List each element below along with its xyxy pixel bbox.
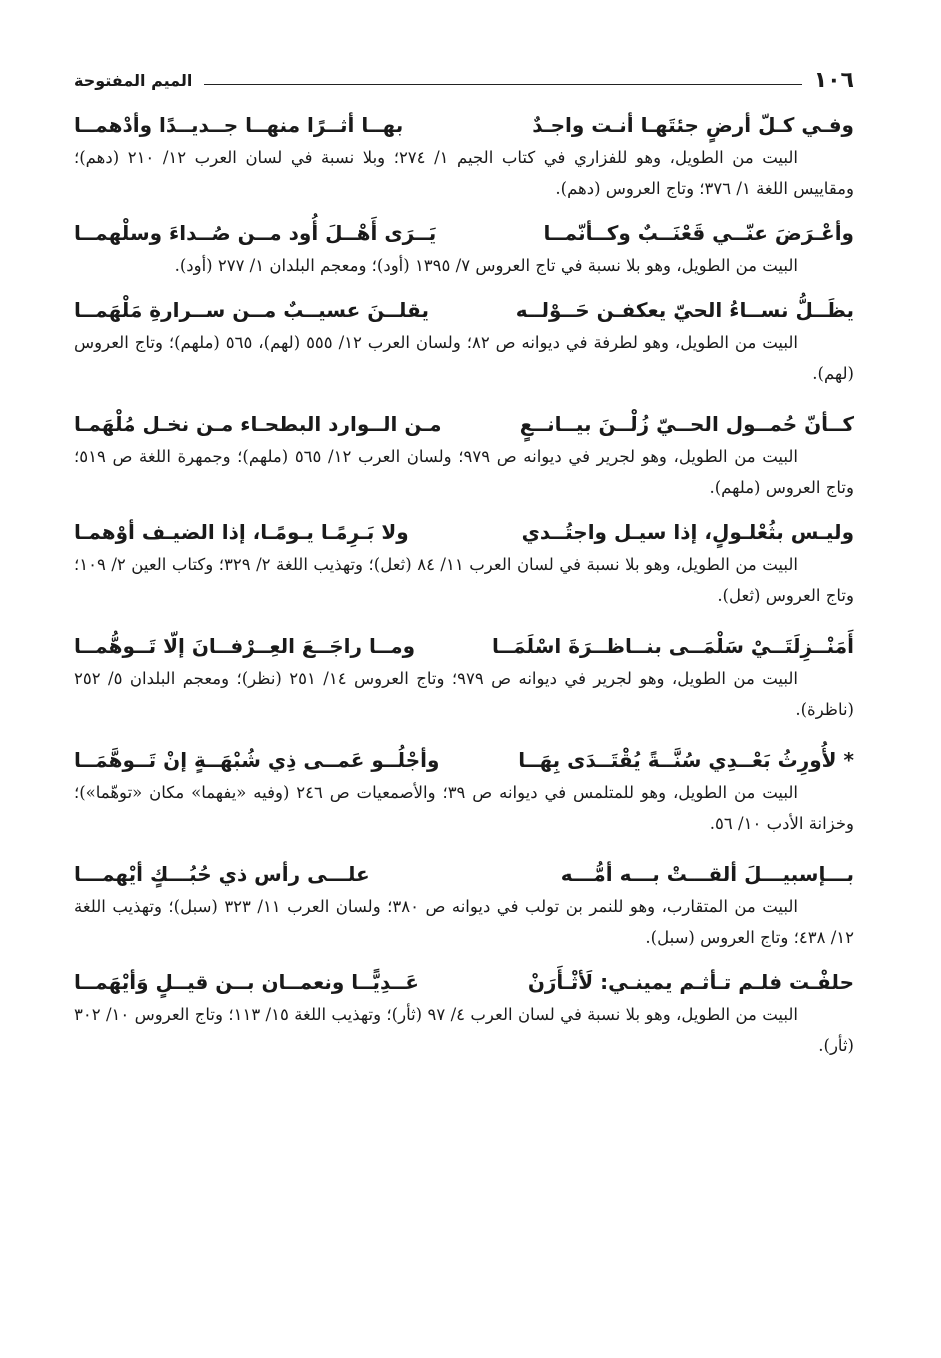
verse-second-hemistich: وأجْلُــو عَمــى ذِي شُبْهَــةٍ إنْ تَــوهَّمَــا bbox=[74, 748, 440, 772]
verse-entry bbox=[74, 509, 854, 611]
verse-first-hemistich: * لأُورِثُ بَعْــدِي سُنَّــةً يُقْتَــدَى بِهَــا bbox=[518, 748, 854, 772]
verse-line bbox=[74, 617, 854, 661]
verse-line bbox=[74, 845, 854, 889]
verse-line bbox=[74, 509, 854, 547]
verse-line bbox=[74, 210, 854, 248]
verse-entry bbox=[74, 617, 854, 725]
book-page bbox=[74, 58, 854, 1067]
verse-line bbox=[74, 102, 854, 140]
verse-first-hemistich: أَمَنْــزِلَتَــيْ سَلْمَــى بنــاظــرَةَ اسْلَمَــا bbox=[491, 634, 854, 658]
verse-first-hemistich: بـــإسبيـــلَ ألقـــتْ بـــه أمُّـــه bbox=[560, 862, 854, 886]
verse-first-hemistich: وليـس بثُعْلـولٍ، إذا سيـل واجتُــدي bbox=[521, 520, 854, 544]
verse-second-hemistich: يَــرَى أَهْــلَ أُود مــن صُــداءَ وسلْهمــا bbox=[74, 221, 437, 245]
header-rule bbox=[204, 84, 801, 85]
running-header bbox=[74, 58, 854, 102]
verse-entry bbox=[74, 845, 854, 953]
verse-first-hemistich: حلفْـت فلـم تـأثـم يمينـي: لَأثْـأَرَنْ bbox=[527, 970, 854, 994]
verse-first-hemistich: وفـي كـلّ أرضٍ جئتَهـا أنـت واجـدٌ bbox=[532, 113, 854, 137]
verse-note: البيت من الطويل، وهو لطرفة في ديوانه ص ٨٢؛ ولسان العرب ١٢/ ٥٥٥ (لهم)، ٥٦٥ (ملهم)؛ وتاج العروس (لهم). bbox=[74, 333, 854, 383]
verse-entry bbox=[74, 102, 854, 204]
verse-entry bbox=[74, 395, 854, 503]
verse-note: البيت من الطويل، وهو للفزاري في كتاب الجيم ١/ ٢٧٤؛ وبلا نسبة في لسان العرب ١٢/ ٢١٠ (دهم)؛ ومقاييس اللغة ١/ ٣٧٦؛ وتاج العروس (دهم). bbox=[74, 148, 854, 198]
verse-second-hemistich: مـن الــوارد البطحـاء مـن نخـل مُلْهَمـا bbox=[74, 412, 442, 436]
verse-note: البيت من الطويل، وهو بلا نسبة في لسان العرب ١١/ ٨٤ (ثعل)؛ وتهذيب اللغة ٢/ ٣٢٩؛ وكتاب العين ٢/ ١٠٩؛ وتاج العروس (ثعل). bbox=[74, 555, 854, 605]
verse-second-hemistich: عَــدِيًّــا ونعمــان بــن قيــلٍ وَأيْهَمــا bbox=[74, 970, 419, 994]
verse-second-hemistich: علـــى رأس ذي حُبُـــكٍ أيْهمـــا bbox=[74, 862, 370, 886]
verse-note: البيت من الطويل، وهو للمتلمس في ديوانه ص ٣٩؛ والأصمعيات ص ٢٤٦ (وفيه «يفهما» مكان «توهّما»)؛ وخزانة الأدب ١٠/ ٥٦. bbox=[74, 783, 854, 833]
page-number: ١٠٦ bbox=[813, 67, 854, 93]
verse-note: البيت من الطويل، وهو لجرير في ديوانه ص ٩٧٩؛ ولسان العرب ١٢/ ٥٦٥ (ملهم)؛ وجمهرة اللغة ص ٥١٩؛ وتاج العروس (ملهم). bbox=[74, 447, 854, 497]
verse-line bbox=[74, 959, 854, 997]
verse-first-hemistich: يظَــلُّ نســاءُ الحيّ يعكفـن حَــوْلــه bbox=[515, 298, 854, 322]
verse-note: البيت من المتقارب، وهو للنمر بن تولب في ديوانه ص ٣٨٠؛ ولسان العرب ١١/ ٣٢٣ (سبل)؛ وتهذيب اللغة ١٢/ ٤٣٨؛ وتاج العروس (سبل). bbox=[74, 897, 854, 947]
section-title: الميم المفتوحة bbox=[74, 70, 193, 90]
verse-line bbox=[74, 287, 854, 325]
verse-note: البيت من الطويل، وهو بلا نسبة في لسان العرب ٤/ ٩٧ (ثأر)؛ وتهذيب اللغة ١٥/ ١١٣؛ وتاج العروس ١٠/ ٣٠٢ (ثأر). bbox=[74, 1005, 854, 1055]
verse-line bbox=[74, 731, 854, 775]
verse-note: البيت من الطويل، وهو بلا نسبة في تاج العروس ٧/ ١٣٩٥ (أود)؛ ومعجم البلدان ١/ ٢٧٧ (أود). bbox=[174, 256, 798, 275]
verse-second-hemistich: يقلــنَ عسيــبٌ مــن ســرارةِ مَلْهَمــا bbox=[74, 298, 429, 322]
verse-second-hemistich: بهــا أثــرًا منهــا جــديــدًا وأدْهمــا bbox=[74, 113, 404, 137]
verse-second-hemistich: ومــا راجَــعَ العِــرْفــانَ إلّا تَــوهُّمــا bbox=[74, 634, 416, 658]
verse-entry bbox=[74, 959, 854, 1061]
verse-line bbox=[74, 395, 854, 439]
verse-first-hemistich: كــأنّ حُمــول الحــيّ زُلْــنَ بيــانــعٍ bbox=[519, 412, 854, 436]
verse-note: البيت من الطويل، وهو لجرير في ديوانه ص ٩٧٩؛ وتاج العروس ١٤/ ٢٥١ (نظر)؛ ومعجم البلدان ٥/ ٢٥٢ (ناظرة). bbox=[74, 669, 854, 719]
verse-entry bbox=[74, 287, 854, 389]
verse-second-hemistich: ولا بَـرِمًـا يـومًـا، إذا الضيـف أوْهمـا bbox=[74, 520, 409, 544]
verse-entry bbox=[74, 210, 854, 281]
verse-first-hemistich: وأعْـرَضَ عنّــي قَعْنَــبٌ وكــأنّمــا bbox=[543, 221, 854, 245]
verse-entry bbox=[74, 731, 854, 839]
